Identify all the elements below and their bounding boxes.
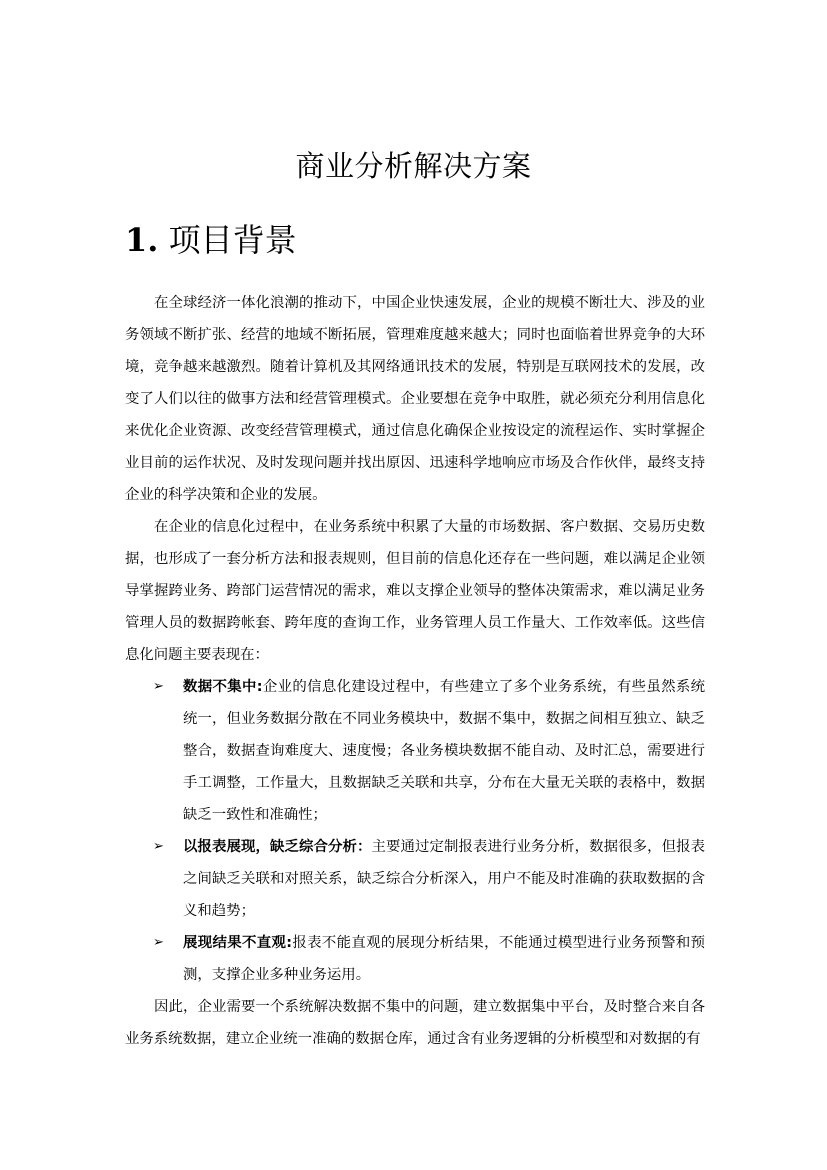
bullet-list	[125, 671, 705, 991]
bullet-item	[125, 927, 705, 991]
arrow-bullet-icon: ➢	[153, 935, 164, 950]
arrow-bullet-icon: ➢	[153, 679, 164, 694]
bullet-lead: 数据不集中:	[183, 679, 263, 695]
bullet-text: 报表不能直观的展现分析结果，不能通过模型进行业务预警和预测，支撑企业多种业务运用。	[183, 935, 705, 983]
bullet-item	[125, 831, 705, 927]
arrow-bullet-icon: ➢	[153, 839, 164, 854]
bullet-lead: 以报表展现，缺乏综合分析：	[183, 839, 372, 855]
closing-paragraph: 因此，企业需要一个系统解决数据不集中的问题，建立数据集中平台，及时整合来自各业务系统数据，建立企业统一准确的数据仓库，通过含有业务逻辑的分析模型和对数据的有	[125, 999, 705, 1047]
bullet-item	[125, 671, 705, 831]
bullet-text: 主要通过定制报表进行业务分析，数据很多，但报表之间缺乏关联和对照关系，缺乏综合分析深入，用户不能及时准确的获取数据的含义和趋势；	[183, 839, 705, 919]
section-number: 1.	[125, 221, 159, 259]
section-heading-text: 项目背景	[168, 221, 297, 259]
paragraph-2: 在企业的信息化过程中，在业务系统中积累了大量的市场数据、客户数据、交易历史数据，也形成了一套分析方法和报表规则，但目前的信息化还存在一些问题，难以满足企业领导掌握跨业务、跨部门运营情况的需求，难以支撑企业领导的整体决策需求，难以满足业务管理人员的数据跨帐套、跨年度的查询工作，业务管理人员工作量大、工作效率低。这些信息化问题主要表现在：	[125, 519, 705, 663]
section-heading	[125, 218, 297, 262]
bullet-text: 企业的信息化建设过程中，有些建立了多个业务系统，有些虽然系统统一，但业务数据分散在不同业务模块中，数据不集中，数据之间相互独立、缺乏整合，数据查询难度大、速度慢；各业务模块数据不能自动、及时汇总，需要进行手工调整，工作量大，且数据缺乏关联和共享，分布在大量无关联的表格中，数据缺乏一致性和准确性；	[183, 679, 705, 823]
document-title: 商业分析解决方案	[295, 149, 532, 183]
document-body	[125, 287, 705, 1055]
paragraph-1: 在全球经济一体化浪潮的推动下，中国企业快速发展，企业的规模不断壮大、涉及的业务领域不断扩张、经营的地域不断拓展，管理难度越来越大；同时也面临着世界竞争的大环境，竞争越来越激烈。随着计算机及其网络通讯技术的发展，特别是互联网技术的发展，改变了人们以往的做事方法和经营管理模式。企业要想在竞争中取胜，就必须充分利用信息化来优化企业资源、改变经营管理模式，通过信息化确保企业按设定的流程运作、实时掌握企业目前的运作状况、及时发现问题并找出原因、迅速科学地响应市场及合作伙伴，最终支持企业的科学决策和企业的发展。	[125, 295, 705, 503]
bullet-lead: 展现结果不直观:	[183, 935, 292, 951]
